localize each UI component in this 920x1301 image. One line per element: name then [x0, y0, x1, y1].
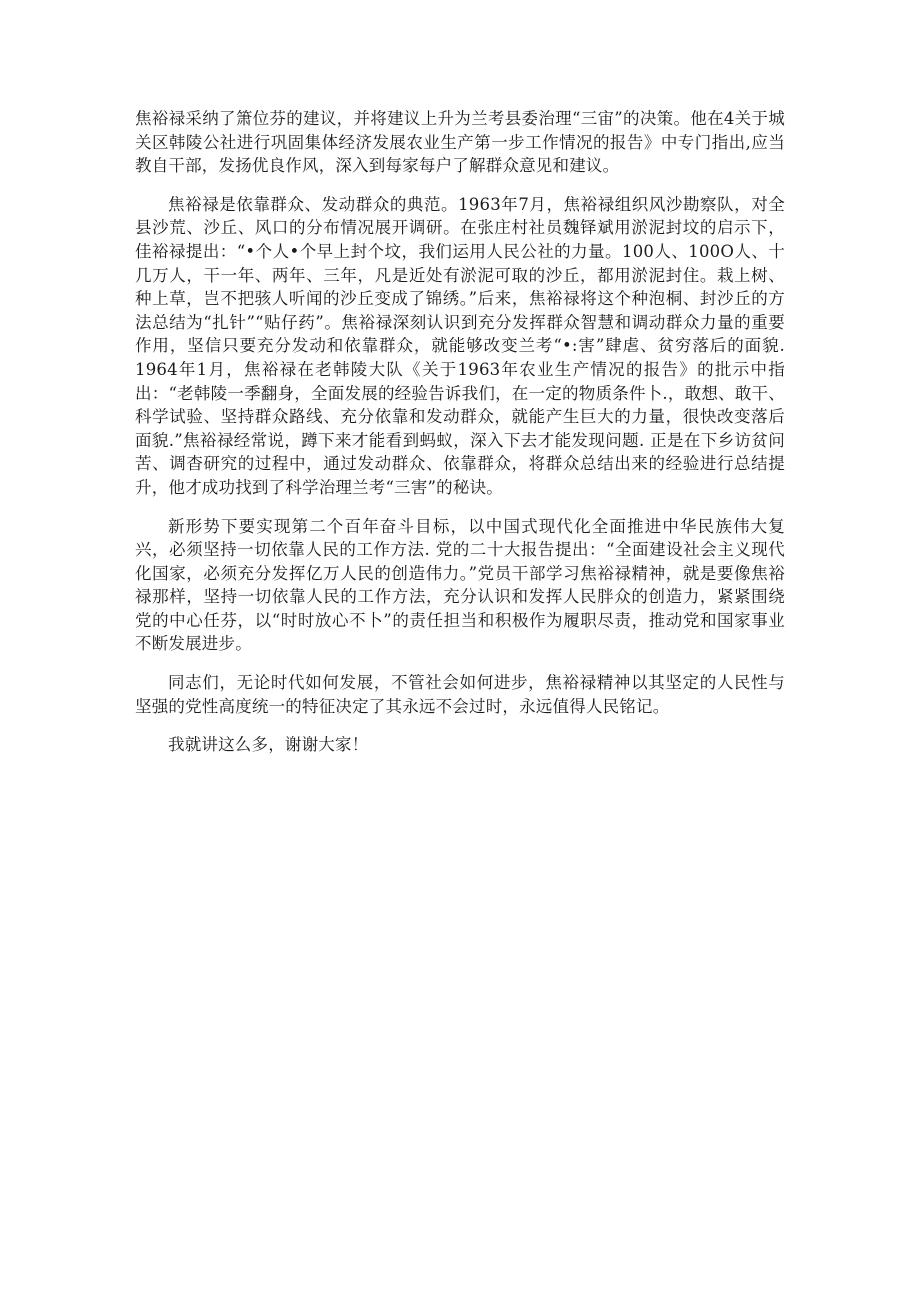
document-body: [135, 107, 785, 772]
paragraph-2: 焦裕禄是依靠群众、发动群众的典范。1963年7月，焦裕禄组织风沙勘察队，对全县沙荒、沙丘、风口的分布情况展开调研。在张庄村社员魏铎斌用淤泥封坟的启示下，佳裕禄提出：“•个人•个早上封个坟，我们运用人民公社的力量。100人、100O人、十几万人，干一年、两年、三年，凡是近处有淤泥可取的沙丘，都用淤泥封住。栽上树、种上草，岂不把骇人听闻的沙丘变成了锦绣。”后来，焦裕禄将这个种泡桐、封沙丘的方法总结为“扎针”“贴仔药”。焦裕禄深刻认识到充分发挥群众智慧和调动群众力量的重要作用，坚信只要充分发动和依靠群众，就能够改变兰考“•:害”肆虐、贫穷落后的面貌. 1964年1月，焦裕禄在老韩陵大队《关于1963年农业生产情况的报告》的批示中指出：“老韩陵一季翻身，全面发展的经验告诉我们，在一定的物质条件卜.，敢想、敢干、科学试验、坚持群众路线、充分依靠和发动群众，就能产生巨大的力量，很快改变落后面貌.”焦裕禄经常说，蹲下来才能看到蚂蚁，深入下去才能发现问题. 正是在下乡访贫问苦、调杳研究的过程中，通过发动群众、依靠群众，将群众总结出来的经验进行总结提升，他才成功找到了科学治理兰考“三害”的秘诀。: [135, 194, 785, 497]
paragraph-3: 新形势下要实现第二个百年奋斗目标，以中国式现代化全面推进中华民族伟大复兴，必须坚持一切依靠人民的工作方法. 党的二十大报告提出：“全面建设社会主义现代化国家，必须充分发挥亿万人民的创造伟力。”党员干部学习焦裕禄精神，就是要像焦裕禄那样，坚持一切依靠人民的工作方法，充分认识和发挥人民胖众的创造力，紧紧围绕党的中心任芬，以“时时放心不卜”的责任担当和积极作为履职尽责，推动党和国家事业不断发展进步。: [135, 516, 785, 654]
closing-line: 我就讲这么多，谢谢大家！: [168, 735, 369, 755]
paragraph-4: 同志们，无论时代如何发展，不管社会如何进步，焦裕禄精神以其坚定的人民性与坚强的党性高度统一的特征决定了其永远不会过时，永远值得人民铭记。: [135, 673, 785, 716]
paragraph-1: 焦裕禄采纳了箫位芬的建议，并将建议上升为兰考县委治理“三宙”的决策。他在4关于城关区韩陵公社进行巩固集体经济发展农业生产第一步工作情况的报告》中专门指出,应当教自干部，发扬优良作风，深入到每家每户了解群众意见和建议。: [135, 109, 785, 176]
